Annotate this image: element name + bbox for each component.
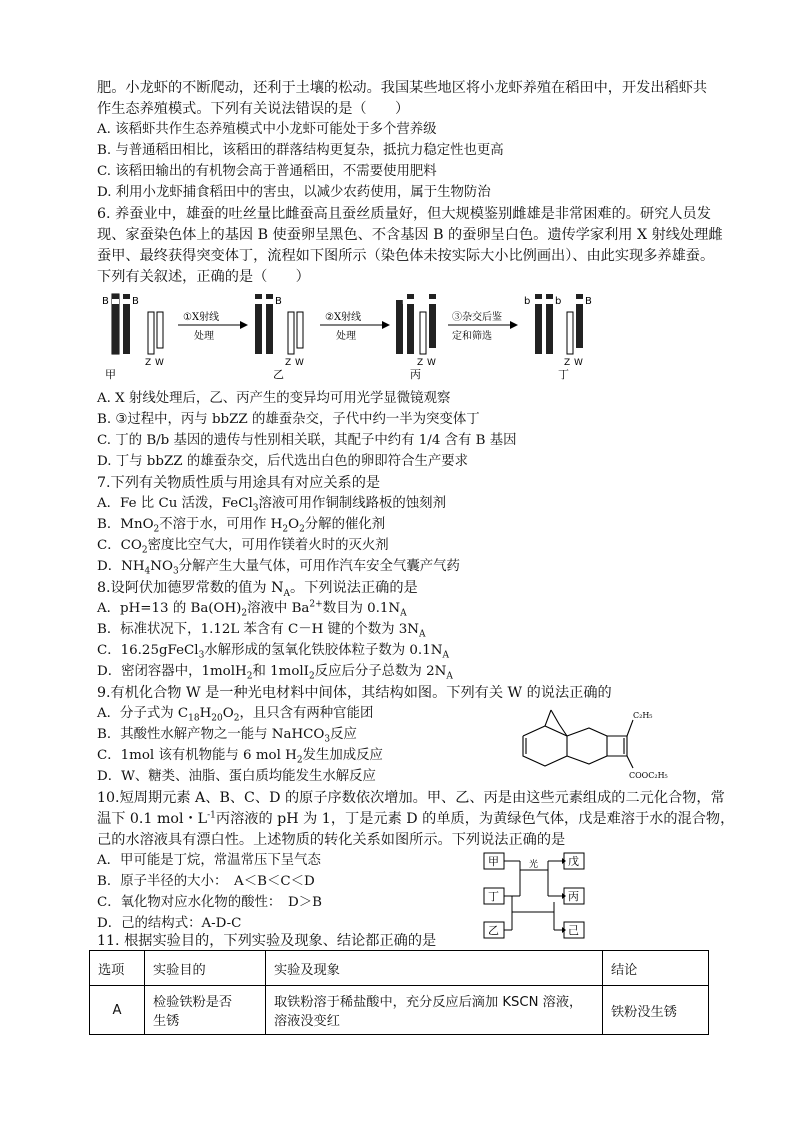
header-purpose: 实验目的 [145, 951, 266, 986]
q6-stem-line2: 现、家蚕染色体上的基因 B 使蚕卵呈黑色、不含基因 B 的蚕卵呈白色。遗传学家利用 X 射线处理雌 [97, 227, 723, 243]
step2-arrow [320, 310, 390, 342]
q10-option-d: D．己的结构式：A-D-C [97, 916, 242, 931]
svg-text:B: B [132, 296, 139, 307]
q5-intro-line2: 作生态养殖模式。下列有关说法错误的是（ ） [97, 101, 410, 117]
transformation-flowchart [482, 850, 592, 946]
q5-option-a: A. 该稻虾共作生态养殖模式中小龙虾可能处于多个营养级 [97, 122, 437, 137]
svg-text:b: b [524, 296, 531, 307]
svg-text:b: b [402, 297, 408, 307]
chromosome-yi [255, 294, 304, 381]
svg-text:甲: 甲 [105, 368, 116, 381]
molecule-structure [515, 704, 690, 786]
q6-stem-line4: 下列有关叙述，正确的是（ ） [97, 269, 310, 285]
svg-text:Z: Z [417, 358, 424, 368]
experiment-table [89, 950, 709, 1035]
svg-text:W: W [427, 358, 436, 368]
step3-arrow [448, 310, 518, 342]
q8-option-c: C．16.25gFeCl$_3$水解形成的氢氧化铁胶体粒子数为 $0.1N_A$ [97, 643, 449, 661]
q11-stem: 11. 根据实验目的，下列实验及现象、结论都正确的是 [97, 933, 437, 949]
q9-option-b: B．其酸性水解产物之一能与 NaHCO$_3$反应 [97, 727, 357, 745]
svg-text:丙: 丙 [410, 368, 421, 381]
q7-stem: 7.下列有关物质性质与用途具有对应关系的是 [97, 475, 381, 491]
svg-text:COOC₂H₅: COOC₂H₅ [629, 771, 668, 780]
svg-text:处理: 处理 [336, 331, 356, 342]
svg-text:B: B [585, 296, 592, 307]
svg-text:丁: 丁 [558, 368, 569, 381]
svg-text:①X射线: ①X射线 [183, 312, 220, 323]
svg-text:戊: 戊 [568, 855, 579, 868]
cell-phenomenon: 取铁粉溶于稀盐酸中，充分反应后滴加 KSCN 溶液， 溶液没变红 [266, 986, 603, 1035]
q10-stem-line3: 己的水溶液具有漂白性。上述物质的转化关系如图所示。下列说法正确的是 [97, 832, 566, 848]
q7-option-b: B．MnO$_2$不溶于水，可用作 $H_2O_2$分解的催化剂 [97, 517, 386, 535]
q5-option-d: D. 利用小龙虾捕食稻田中的害虫，以减少农药使用，属于生物防治 [97, 185, 491, 200]
svg-text:Z: Z [564, 358, 571, 368]
q5-option-c: C. 该稻田输出的有机物会高于普通稻田，不需要使用肥料 [97, 164, 437, 179]
svg-text:C₂H₅: C₂H₅ [633, 711, 653, 720]
q10-option-b: B．原子半径的大小： A＜B＜C＜D [97, 874, 315, 889]
svg-text:丁: 丁 [488, 890, 499, 903]
svg-text:光: 光 [529, 860, 539, 870]
q6-option-a: A. X 射线处理后，乙、丙产生的变异均可用光学显微镜观察 [97, 391, 451, 406]
q6-stem-line1: 6. 养蚕业中，雄蚕的吐丝量比雌蚕高且蚕丝质量好，但大规模鉴别雌雄是非常困难的。研究人员发 [97, 206, 711, 222]
svg-text:W: W [574, 358, 583, 368]
q6-option-c: C. 丁的 B/b 基因的遗传与性别相关联，其配子中约有 1/4 含有 B 基因 [97, 433, 517, 448]
svg-text:乙: 乙 [273, 368, 284, 381]
svg-text:定和筛选: 定和筛选 [452, 331, 492, 342]
svg-text:丙: 丙 [568, 890, 579, 903]
q10-stem-line1: 10.短周期元素 A、B、C、D 的原子序数依次增加。甲、乙、丙是由这些元素组成的二元化合物，常 [97, 790, 725, 806]
q10-stem-line2: 温下 0.1 mol・$L^{-1}$丙溶液的 pH 为 1，丁是元素 D 的单质，为黄绿色气体，戊是难溶于水的混合物， [97, 810, 735, 827]
svg-text:③杂交后鉴: ③杂交后鉴 [452, 312, 502, 323]
header-option: 选项 [90, 951, 145, 986]
svg-text:己: 己 [568, 924, 579, 937]
q7-option-c: C．$CO_2$密度比空气大，可用作镁着火时的灭火剂 [97, 538, 389, 556]
q6-stem-line3: 蚕甲、最终获得突变体丁，流程如下图所示（染色体未按实际大小比例画出）、由此实现多养雄蚕。 [97, 248, 715, 264]
svg-text:b: b [555, 296, 562, 307]
q5-intro-line1: 肥。小龙虾的不断爬动，还利于土壤的松动。我国某些地区将小龙虾养殖在稻田中，开发出稻虾共 [97, 80, 708, 96]
q7-option-a: A．Fe 比 Cu 活泼，FeCl$_3$溶液可用作铜制线路板的蚀刻剂 [97, 496, 446, 514]
svg-text:B: B [102, 296, 109, 307]
chromosome-diagram [100, 290, 610, 386]
q7-option-d: D．$NH_4NO_3$分解产生大量气体，可用作汽车安全气囊产气药 [97, 559, 460, 577]
q9-stem: 9.有机化合物 W 是一种光电材料中间体，其结构如图。下列有关 W 的说法正确的 [97, 685, 612, 701]
cell-conclusion: 铁粉没生锈 [603, 986, 709, 1035]
svg-text:处理: 处理 [194, 331, 214, 342]
table-header-row [90, 951, 709, 986]
step1-arrow [178, 310, 248, 342]
svg-text:②X射线: ②X射线 [325, 312, 362, 323]
svg-text:Z: Z [285, 358, 292, 368]
table-row [90, 986, 709, 1035]
q8-option-a: A．pH=13 的 $Ba(OH)_2$溶液中 $Ba^{2+}$数目为 $0.1N_A$ [97, 599, 407, 619]
q10-option-c: C．氧化物对应水化物的酸性： D＞B [97, 895, 322, 910]
chromosome-bing [396, 294, 436, 381]
svg-text:W: W [155, 358, 164, 368]
q8-stem: 8.设阿伏加德罗常数的值为 $N_A$。下列说法正确的是 [97, 580, 418, 599]
q6-option-b: B. ③过程中，丙与 bbZZ 的雄蚕杂交，子代中约一半为突变体丁 [97, 412, 480, 427]
q8-option-b: B．标准状况下，1.12L 苯含有 C－H 键的个数为 $3N_A$ [97, 622, 426, 640]
cell-purpose: 检验铁粉是否 生锈 [145, 986, 266, 1035]
q9-option-c: C．1mol 该有机物能与 6 mol $H_2$发生加成反应 [97, 748, 383, 766]
q10-option-a: A．甲可能是丁烷，常温常压下呈气态 [97, 853, 321, 868]
svg-text:甲: 甲 [488, 855, 499, 868]
header-conclusion: 结论 [603, 951, 709, 986]
q5-option-b: B. 与普通稻田相比，该稻田的群落结构更复杂，抵抗力稳定性也更高 [97, 143, 504, 158]
q8-option-d: D．密闭容器中，1molH$_2$和 1molI$_2$反应后分子总数为 $2N_A$ [97, 664, 453, 682]
header-phenomenon: 实验及现象 [266, 951, 603, 986]
q9-option-a: A．分子式为 $C_{18}H_{20}O_2$，且只含有两种官能团 [97, 706, 374, 724]
chromosome-jia [102, 294, 164, 381]
q9-option-d: D．W、糖类、油脂、蛋白质均能发生水解反应 [97, 769, 376, 784]
svg-text:W: W [295, 358, 304, 368]
cell-option: A [90, 986, 145, 1035]
svg-text:乙: 乙 [488, 924, 499, 937]
chromosome-ding [524, 294, 592, 381]
svg-text:Z: Z [145, 358, 152, 368]
svg-text:B: B [275, 296, 282, 307]
q6-option-d: D. 丁与 bbZZ 的雄蚕杂交，后代选出白色的卵即符合生产要求 [97, 454, 469, 469]
